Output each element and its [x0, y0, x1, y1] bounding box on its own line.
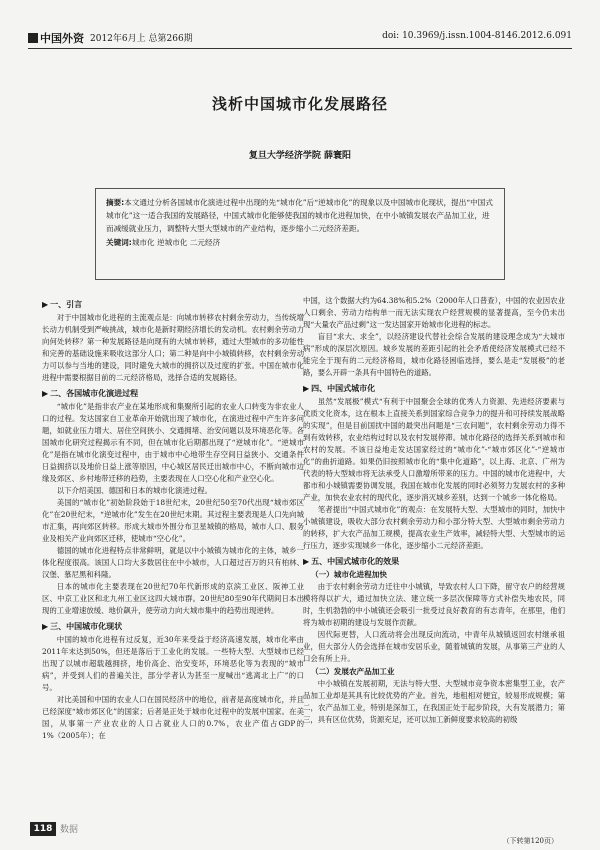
section-heading-text: 四、中国式城市化 [311, 384, 376, 393]
section-heading [42, 621, 304, 633]
section-arrow-icon: ▶ [42, 300, 49, 309]
paragraph: 美国的“城市化”初始阶段始于18世纪末，20世纪50至70代出现“城市郊区化”在20世纪末，“逆城市化”发生在20世纪末期。其过程主要表现是人口先向城市汇集，再向郊区转移。形成大城市外围分布卫星城镇的格局，城市人口、服务业及相关产业向郊区迁移，使城市“空心化”。 [42, 498, 304, 543]
subsection-heading: （二）发展农产品加工业 [311, 667, 395, 676]
paragraph: 中国，这个数据大约为64.38%和5.2%（2000年人口普查），中国的农业因农业人口剩余、劳动力结构单一而无法实现农户经营规模的显著提高，至今仍未出现“大量农产品过剩”这一发达国家开始城市化进程的标志。 [303, 296, 565, 329]
keywords-text: 城市化 逆城市化 二元经济 [131, 238, 221, 247]
section-arrow-icon: ▶ [303, 557, 310, 566]
paragraph: 中小城镇在发展初期，无法与特大型、大型城市竞争资本密集型工业，农产品加工业却是其具有比较优势的产业。首先，地租相对便宜，较易形成规模；第二，农产品加工业，特别是深加工，在我国正处于起步阶段，大有发展潜力；第三，具有区位优势，货源充足，还可以加工新鲜度要求较高的初级 [303, 679, 565, 724]
abstract-paragraph [106, 196, 494, 235]
section-arrow-icon: ▶ [42, 622, 49, 631]
abstract-box [95, 188, 505, 280]
author-line: 复旦大学经济学院 薛寰阳 [248, 151, 352, 161]
section-heading-text: 三、中国城市化现状 [50, 622, 123, 631]
paragraph: 德国的城市化进程特点非常鲜明，就是以中小城镇为城市化的主体，城乡一体化程度很高。该国人口均大多数居住在中小城市，人口超过百万的只有柏林、汉堡、慕尼黑和科隆。 [42, 546, 304, 579]
watermark-text: 数据 [60, 825, 79, 835]
paragraph: 盲目“求大、求全”，以经济建设代替社会综合发展的建设理念成为“大城市病”形成的深层次原因。城乡发展的差距引起的社会矛盾使经济发展模式已经不能完全于现有的二元经济格局，城市化路径困临选择，要么是走“发展极”的老路，要么开辟一条具有中国特色的道路。 [303, 332, 565, 377]
section-arrow-icon: ▶ [42, 389, 49, 398]
abstract-text: 本文通过分析各国城市化演进过程中出现的先“城市化”后“逆城市化”的现象以及中国城市化现状，提出“中国式城市化”这一适合我国的发展路径，中国式城市化能够使我国的城市化进程加快，在中小城镇发展农产品加工业，进而减缓就业压力，调整特大型大型城市的产业结构，逐步缩小二元经济差距。 [106, 198, 493, 233]
right-column [303, 295, 565, 726]
section-arrow-icon: ▶ [303, 384, 310, 393]
section-heading [42, 388, 304, 400]
paragraph: 由于农村剩余劳动力迁往中小城镇，导致农村人口下降，留守农户的经营规模将得以扩大，通过加快立法、建立统一多层次保障等方式补偿失地农民，同时，生机勃勃的中小城镇还会吸引一批受过良好教育的有志青年，在那里，他们将为城市初期的建设与发展作贡献。 [303, 582, 565, 627]
logo-mark-icon [28, 33, 38, 43]
subsection-heading: （一）城市化进程加快 [311, 570, 387, 579]
paragraph: 对比美国和中国的农业人口在国民经济中的地位，前者是高度城市化，并且已经深度“城市郊区化”的国家；后者是正处于城市化过程中的发展中国家。在美国，从事第一产业农业的人口占就业人口的0.7%，农业产值占GDP的1%（2005年）；在 [42, 695, 304, 740]
keywords-label: 关键词: [106, 238, 132, 247]
section-heading [42, 299, 304, 311]
section-heading-text: 一、引言 [50, 300, 83, 309]
paragraph: 因代际更替，人口流动将会出现反向流动，中青年从城镇返回农村继承祖业，但大部分人仍会选择在城市安居乐业，随着城镇的发展，从事第三产业的人口会有所上升。 [303, 630, 565, 663]
keywords-line [106, 236, 494, 249]
journal-logo: 中国外资 [28, 30, 84, 46]
page-number: 118 [30, 822, 56, 836]
paragraph: “城市化”是指非农产业在某地形成和集聚所引起的农业人口转变为非农业人口的过程。发达国家自工业革命开始就出现了城市化，在演进过程中产生许多问题，如就业压力增大、居住空间狭小、交通拥堵、治安问题以及环境恶化等。各国城市化研究过程揭示有不同，但在城市化后期都出现了“逆城市化”。“逆城市化”是指在城市化演变过程中，由于城市中心地带生存空间日益狭小、交通条件日益拥挤以及地价日益上涨等原因，中心城区居民迁出城市中心，不断向城市边缘及郊区、乡村地带迁移的趋势，主要表现在人口空心化和产业空心化。 [42, 402, 304, 483]
paragraph: 日本的城市化主要表现在20世纪70年代新形成的京滨工业区、阪神工业区、中京工业区和北九州工业区这四大城市群。20世纪80至90年代期间日本出现的工业增速放缓、地价飙升，使劳动力向大城市集中的趋势出现逆转。 [42, 582, 304, 615]
left-column [42, 295, 304, 742]
section-heading [303, 556, 565, 568]
section-heading-text: 五、中国式城市化的效果 [311, 557, 400, 566]
paragraph: 中国的城市化进程有过反复，近30年来受益于经济高速发展，城市化率由2011年末达到50%，但还是落后于工业化的发展。一些特大型、大型城市已经出现了以城市超载越拥挤，地价高企、治安变坏，环境恶化等为表现的“城市病”，并受到人们的普遍关注，部分学者认为甚至一度喊出“逃离北上广”的口号。 [42, 635, 304, 692]
section-heading-text: 二、各国城市化演进过程 [50, 389, 139, 398]
paragraph: 以下介绍美国、德国和日本的城市化演进过程。 [56, 486, 213, 495]
paragraph: 对于中国城市化进程的主流观点是：向城市转移农村剩余劳动力，当传统增长动力机制受到严峻挑战，城市化是新时期经济增长的发动机。农村剩余劳动力向何处转移？第一种发展路径是向现有的大城市转移，通过大型城市的多功能性和完善的基础设施来吸收这部分人口；第二种是向中小城镇转移，农村剩余劳动力可以参与当地的建设，同时避免大城市的拥挤以及过度的扩张。中国在城市化进程中需要根据目前的二元经济格局，选择合适的发展路径。 [42, 313, 304, 382]
section-heading [303, 383, 565, 395]
paragraph: 虽然“发展极”模式“有利于中国聚会全球的优秀人力资源、先进经济要素与优质文化资本，这在根本上直接关系到国家综合竞争力的提升和可持续发展战略的实现”，但是目前国扰中国的最突出问题是“三农问题”，农村剩余劳动力得不到有效转移，农业结构过时以及农村发展停滞。城市化路径的选择关系到城市和农村的发展。不该日益地走发达国家经过的“城市化”-“城市郊区化”-“逆城市化”的曲折道路。如果仍旧按照城市化的“集中化道路”，以上海、北京、广州为代表的特大型城市将无法承受人口激增所带来的压力。中国的城市化进程中，大都市和小城镇需要协调发展，我国在城市化发展的同时必须努力发展农村的多种产业，加快农业农村的现代化，逐步消灭城乡差别，达到一个城乡一体化格局。 [303, 397, 565, 502]
header-rule [28, 48, 572, 49]
article-title: 浅析中国城市化发展路径 [211, 95, 388, 113]
continuation-note: （下转第120页） [502, 837, 558, 845]
paragraph: 笔者提出“中国式城市化”的观点：在发展特大型、大型城市的同时，加快中小城镇建设，吸收大部分农村剩余劳动力和小部分特大型、大型城市剩余劳动力的转移，扩大农产品加工规模，提高农业生产效率，减轻特大型、大型城市的运行压力，逐步实现城乡一体化，逐步缩小二元经济差距。 [303, 505, 565, 550]
doi-text: doi: 10.3969/j.issn.1004-8146.2012.6.091 [382, 31, 572, 41]
issue-info: 2012年6月上 总第266期 [90, 34, 193, 44]
abstract-label: 摘要: [106, 198, 125, 207]
